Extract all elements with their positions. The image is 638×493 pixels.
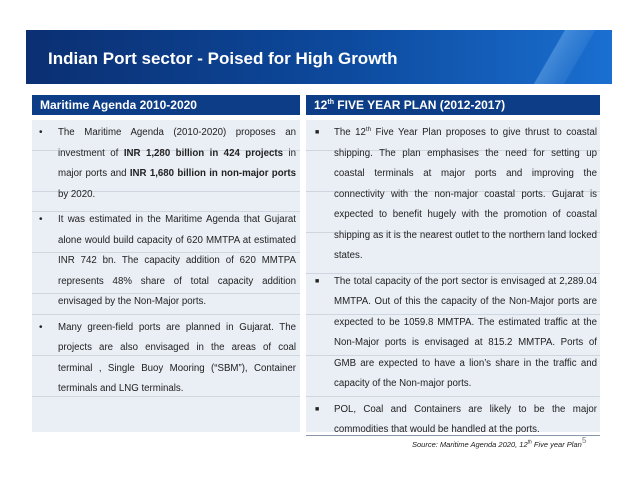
bullet-sup: th [365, 126, 371, 133]
five-year-plan-heading-text: FIVE YEAR PLAN (2012-2017) [333, 98, 506, 112]
bullet-text: Five Year Plan proposes to give thrust to coastal shipping. The plan emphasises the need for setting up coastal terminals at major ports and improving the connectivity with the non-major coastal ports. Gujarat is expected to benefit hugely with the promotion of coastal shipping as it is the nearest outlet to the northern land locked states. [334, 127, 597, 261]
bullet-text: Many green-field ports are planned in Gujarat. The projects are also envisaged in the areas of coal terminal , Single Buoy Mooring (“SBM”), Container terminals and LNG terminals. [58, 321, 296, 394]
bullet-dot-icon: • [39, 127, 43, 138]
maritime-agenda-heading [32, 95, 300, 115]
footer-divider [306, 435, 600, 436]
five-year-plan-panel [306, 120, 600, 435]
title-banner [26, 30, 612, 84]
maritime-agenda-heading-text: Maritime Agenda 2010-2020 [40, 98, 197, 112]
banner-decoration [522, 30, 612, 84]
page-number: 5 [582, 436, 587, 445]
five-year-plan-bullet-2 [306, 272, 600, 395]
bullet-dot-icon: • [39, 321, 43, 333]
bullet-text: The total capacity of the port sector is envisaged at 2,289.04 MMTPA. Out of this the capacity of the Non-Major ports are expected to be 1059.8 MMTPA. The estimated traffic at the Non-Major ports is envisaged at 815.2 MMTPA. Ports of GMB are expected to have a lion’s share in the traffic and capacity of the Non-major ports. [334, 275, 597, 389]
bullet-dot-icon: • [39, 214, 43, 225]
five-year-plan-heading-number: 12 [314, 98, 328, 112]
slide-title: Indian Port sector - Poised for High Growth [48, 49, 398, 68]
maritime-agenda-bullet-2 [32, 210, 300, 313]
five-year-plan-heading-sup: th [327, 99, 334, 106]
bullet-emphasis: INR 1,280 billion in 424 projects [123, 147, 283, 159]
bullet-text: by 2020. [58, 188, 96, 200]
source-sup: th [527, 439, 532, 446]
bullet-text: The Maritime Agenda (2010-2020) proposes an investment of [58, 127, 296, 159]
five-year-plan-heading [306, 95, 600, 115]
five-year-plan-bullet-1 [306, 123, 600, 267]
bullet-text: It was estimated in the Maritime Agenda that Gujarat alone would build capacity of 620 MMTPA at estimated INR 742 bn. The capacity addition of 620 MMTPA represents 48% share of total capacity addition envisaged by the Non-Major ports. [58, 214, 296, 307]
maritime-agenda-panel [32, 120, 300, 432]
bullet-text: The 12 [334, 127, 366, 138]
source-note [412, 440, 582, 449]
bullet-square-icon: ■ [315, 405, 320, 413]
bullet-emphasis: INR 1,680 billion in non-major ports [129, 168, 296, 179]
maritime-agenda-bullet-1 [32, 123, 300, 205]
maritime-agenda-bullet-3 [32, 318, 300, 400]
bullet-square-icon: ■ [315, 277, 320, 285]
source-text: Five year Plan [531, 440, 582, 449]
bullet-text: in major ports and [58, 147, 296, 179]
bullet-square-icon: ■ [315, 129, 320, 136]
source-text: Source: Maritime Agenda 2020, 12 [412, 440, 528, 449]
bullet-text: POL, Coal and Containers are likely to be the major commodities that would be handled at the ports. [334, 403, 597, 435]
